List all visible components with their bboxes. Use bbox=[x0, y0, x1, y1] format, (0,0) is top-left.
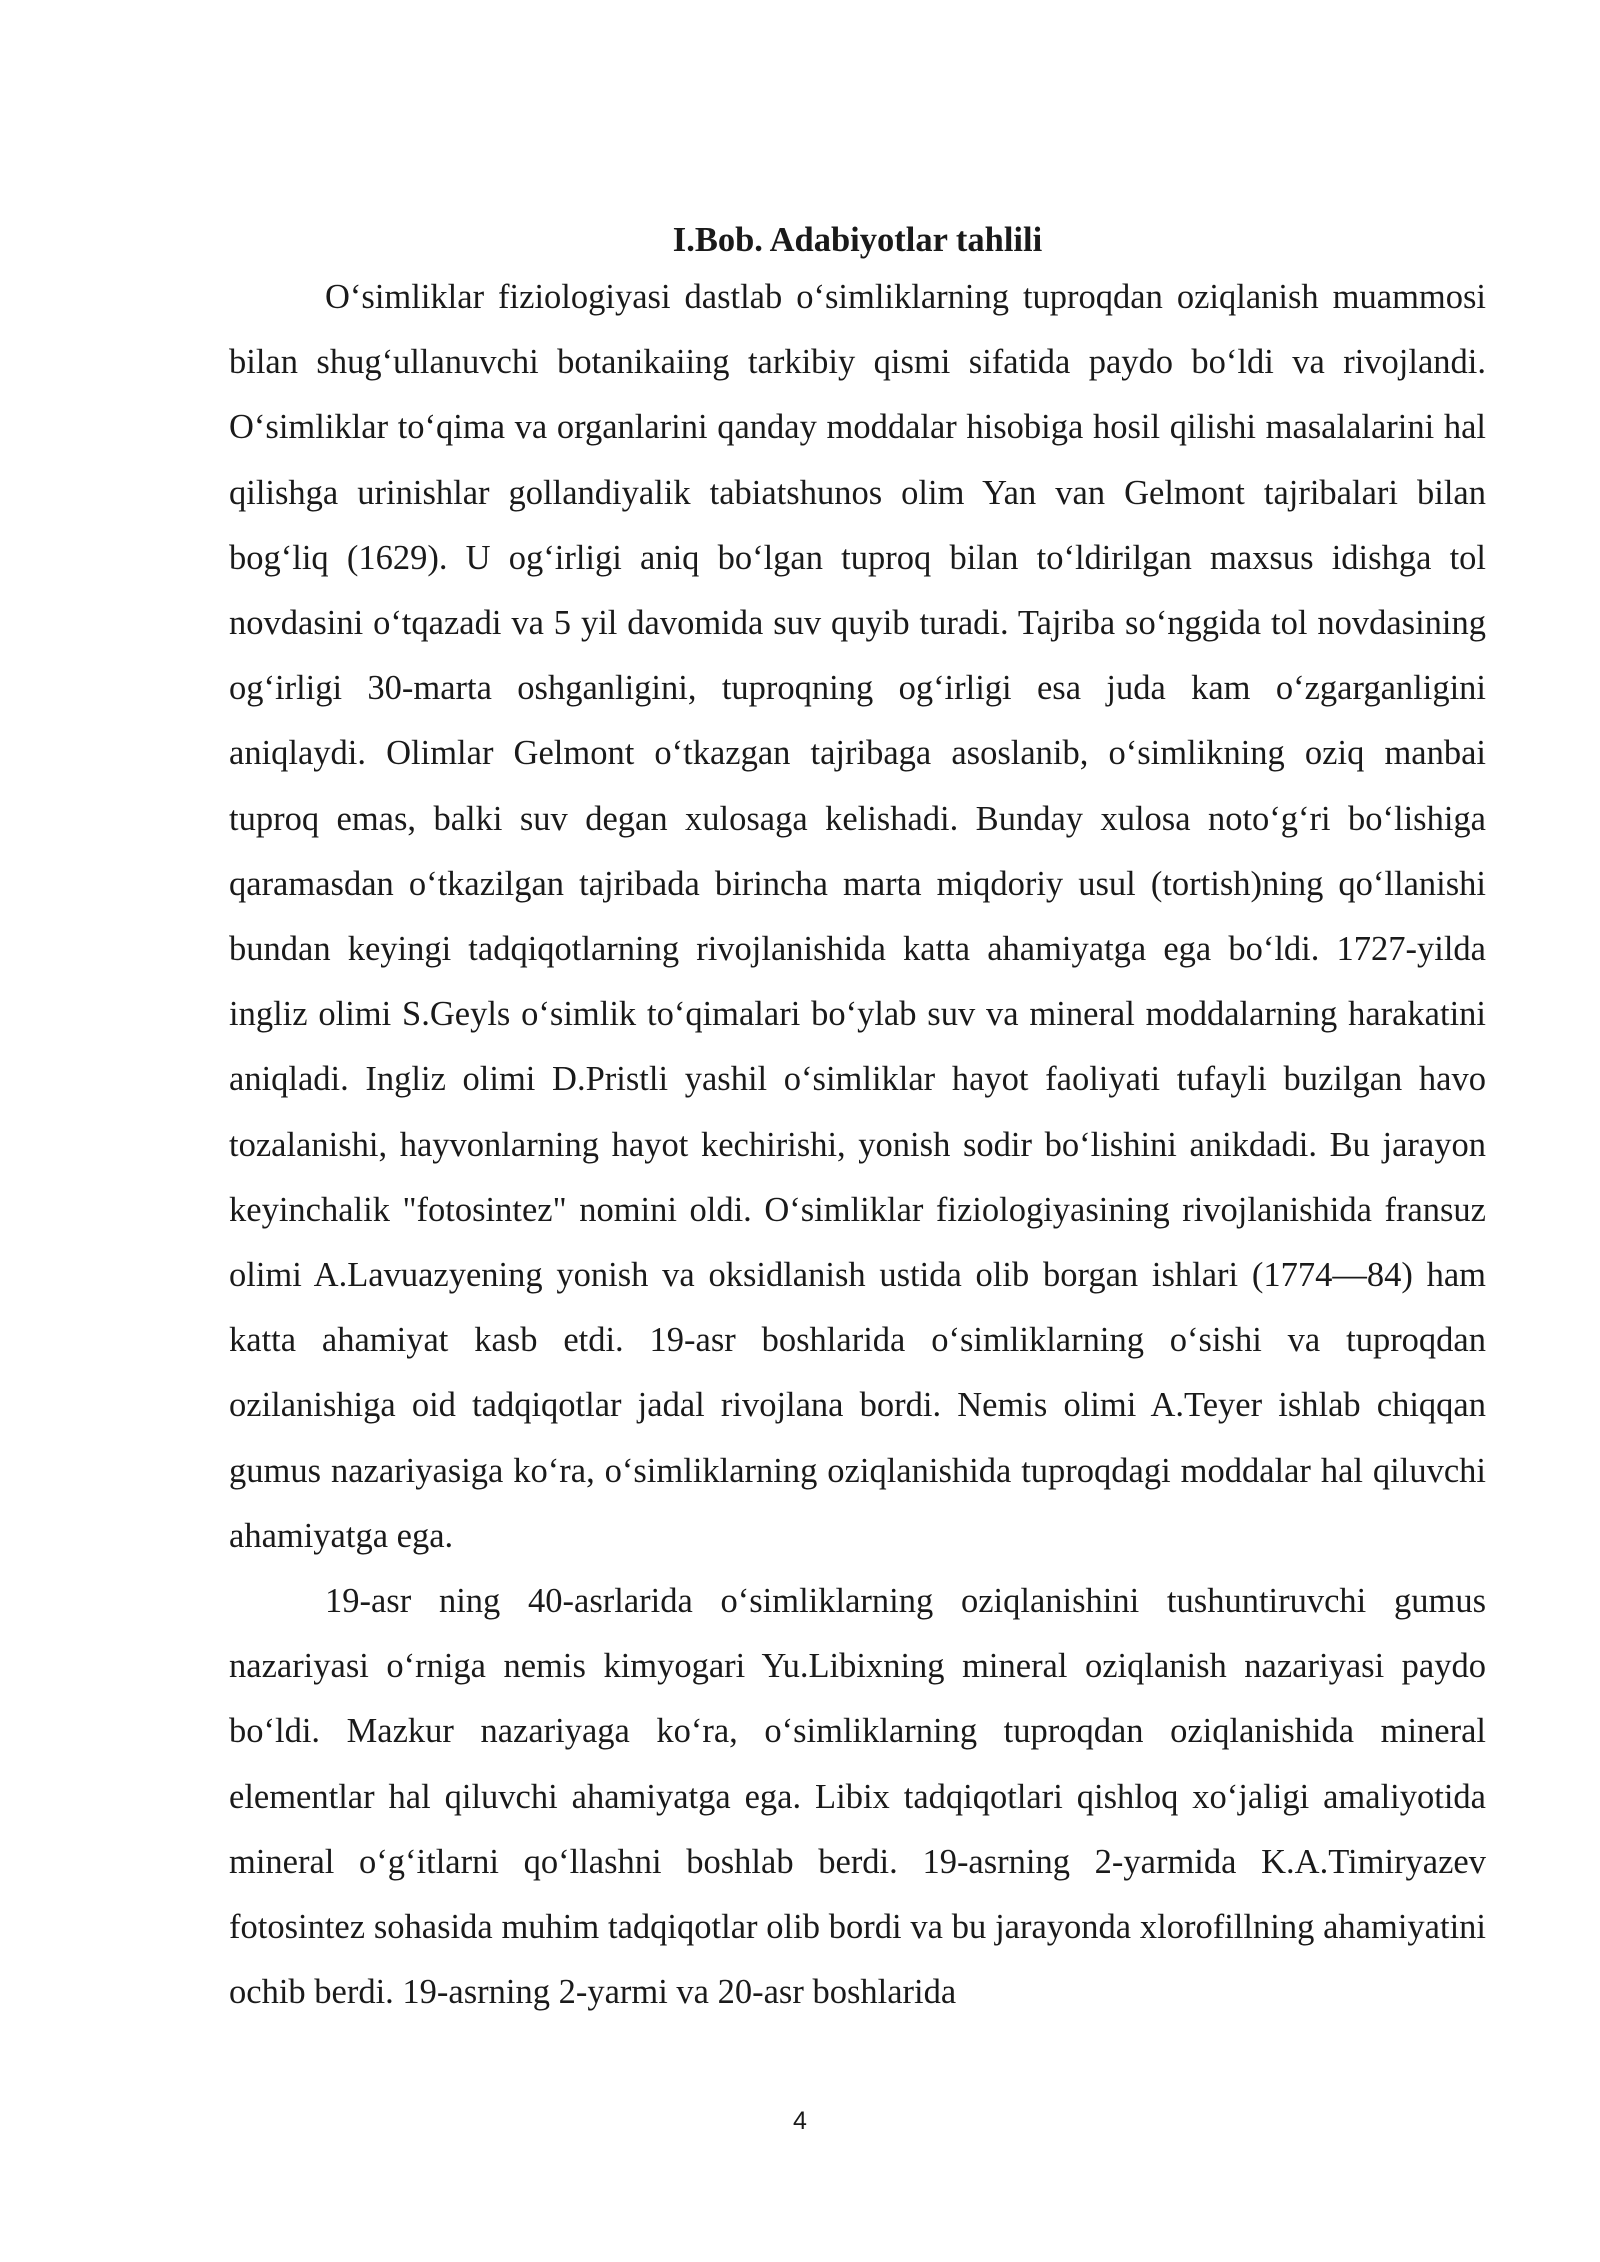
paragraph-1: O‘simliklar fiziologiyasi dastlab o‘simliklarning tuproqdan oziqlanish muammosi bilan shug‘ullanuvchi botanikaiing tarkibiy qismi sifatida paydo bo‘ldi va rivojlandi. O‘simliklar to‘qima va organlarini qanday moddalar hisobiga hosil qilishi masalalarini hal qilishga urinishlar gollandiyalik tabiatshunos olim Yan van Gelmont tajribalari bilan bog‘liq (1629). U og‘irligi aniq bo‘lgan tuproq bilan to‘ldirilgan maxsus idishga tol novdasini o‘tqazadi va 5 yil davomida suv quyib turadi. Tajriba so‘nggida tol novdasining og‘irligi 30-marta oshganligini, tuproqning og‘irligi esa juda kam o‘zgarganligini aniqlaydi. Olimlar Gelmont o‘tkazgan tajribaga asoslanib, o‘simlikning oziq manbai tuproq emas, balki suv degan xulosaga kelishadi. Bunday xulosa noto‘g‘ri bo‘lishiga qaramasdan o‘tkazilgan tajribada birincha marta miqdoriy usul (tortish)ning qo‘llanishi bundan keyingi tadqiqotlarning rivojlanishida katta ahamiyatga ega bo‘ldi. 1727-yilda ingliz olimi S.Geyls o‘simlik to‘qimalari bo‘ylab suv va mineral moddalarning harakatini aniqladi. Ingliz olimi D.Pristli yashil o‘simliklar hayot faoliyati tufayli buzilgan havo tozalanishi, hayvonlarning hayot kechirishi, yonish sodir bo‘lishini anikdadi. Bu jarayon keyinchalik "fotosintez" nomini oldi. O‘simliklar fiziologiyasining rivojlanishida fransuz olimi A.Lavuazyening yonish va oksidlanish ustida olib borgan ishlari (1774—84) ham katta ahamiyat kasb etdi. 19-asr boshlarida o‘simliklarning o‘sishi va tuproqdan ozilanishiga oid tadqiqotlar jadal rivojlana bordi. Nemis olimi A.Teyer ishlab chiqqan gumus nazariyasiga ko‘ra, o‘simliklarning oziqlanishida tuproqdagi moddalar hal qiluvchi ahamiyatga ega. bbox=[229, 278, 1486, 1555]
page-number: 4 bbox=[793, 2107, 807, 2135]
paragraph-2: 19-asr ning 40-asrlarida o‘simliklarning oziqlanishini tushuntiruvchi gumus nazariyasi o‘rniga nemis kimyogari Yu.Libixning mineral oziqlanish nazariyasi paydo bo‘ldi. Mazkur nazariyaga ko‘ra, o‘simliklarning tuproqdan oziqlanishida mineral elementlar hal qiluvchi ahamiyatga ega. Libix tadqiqotlari qishloq xo‘jaligi amaliyotida mineral o‘g‘itlarni qo‘llashni boshlab berdi. 19-asrning 2-yarmida K.A.Timiryazev fotosintez sohasida muhim tadqiqotlar olib bordi va bu jarayonda xlorofillning ahamiyatini ochib berdi. 19-asrning 2-yarmi va 20-asr boshlarida bbox=[229, 1582, 1486, 2012]
chapter-title: I.Bob. Adabiyotlar tahlili bbox=[672, 221, 1043, 259]
page-body bbox=[229, 215, 1486, 2025]
